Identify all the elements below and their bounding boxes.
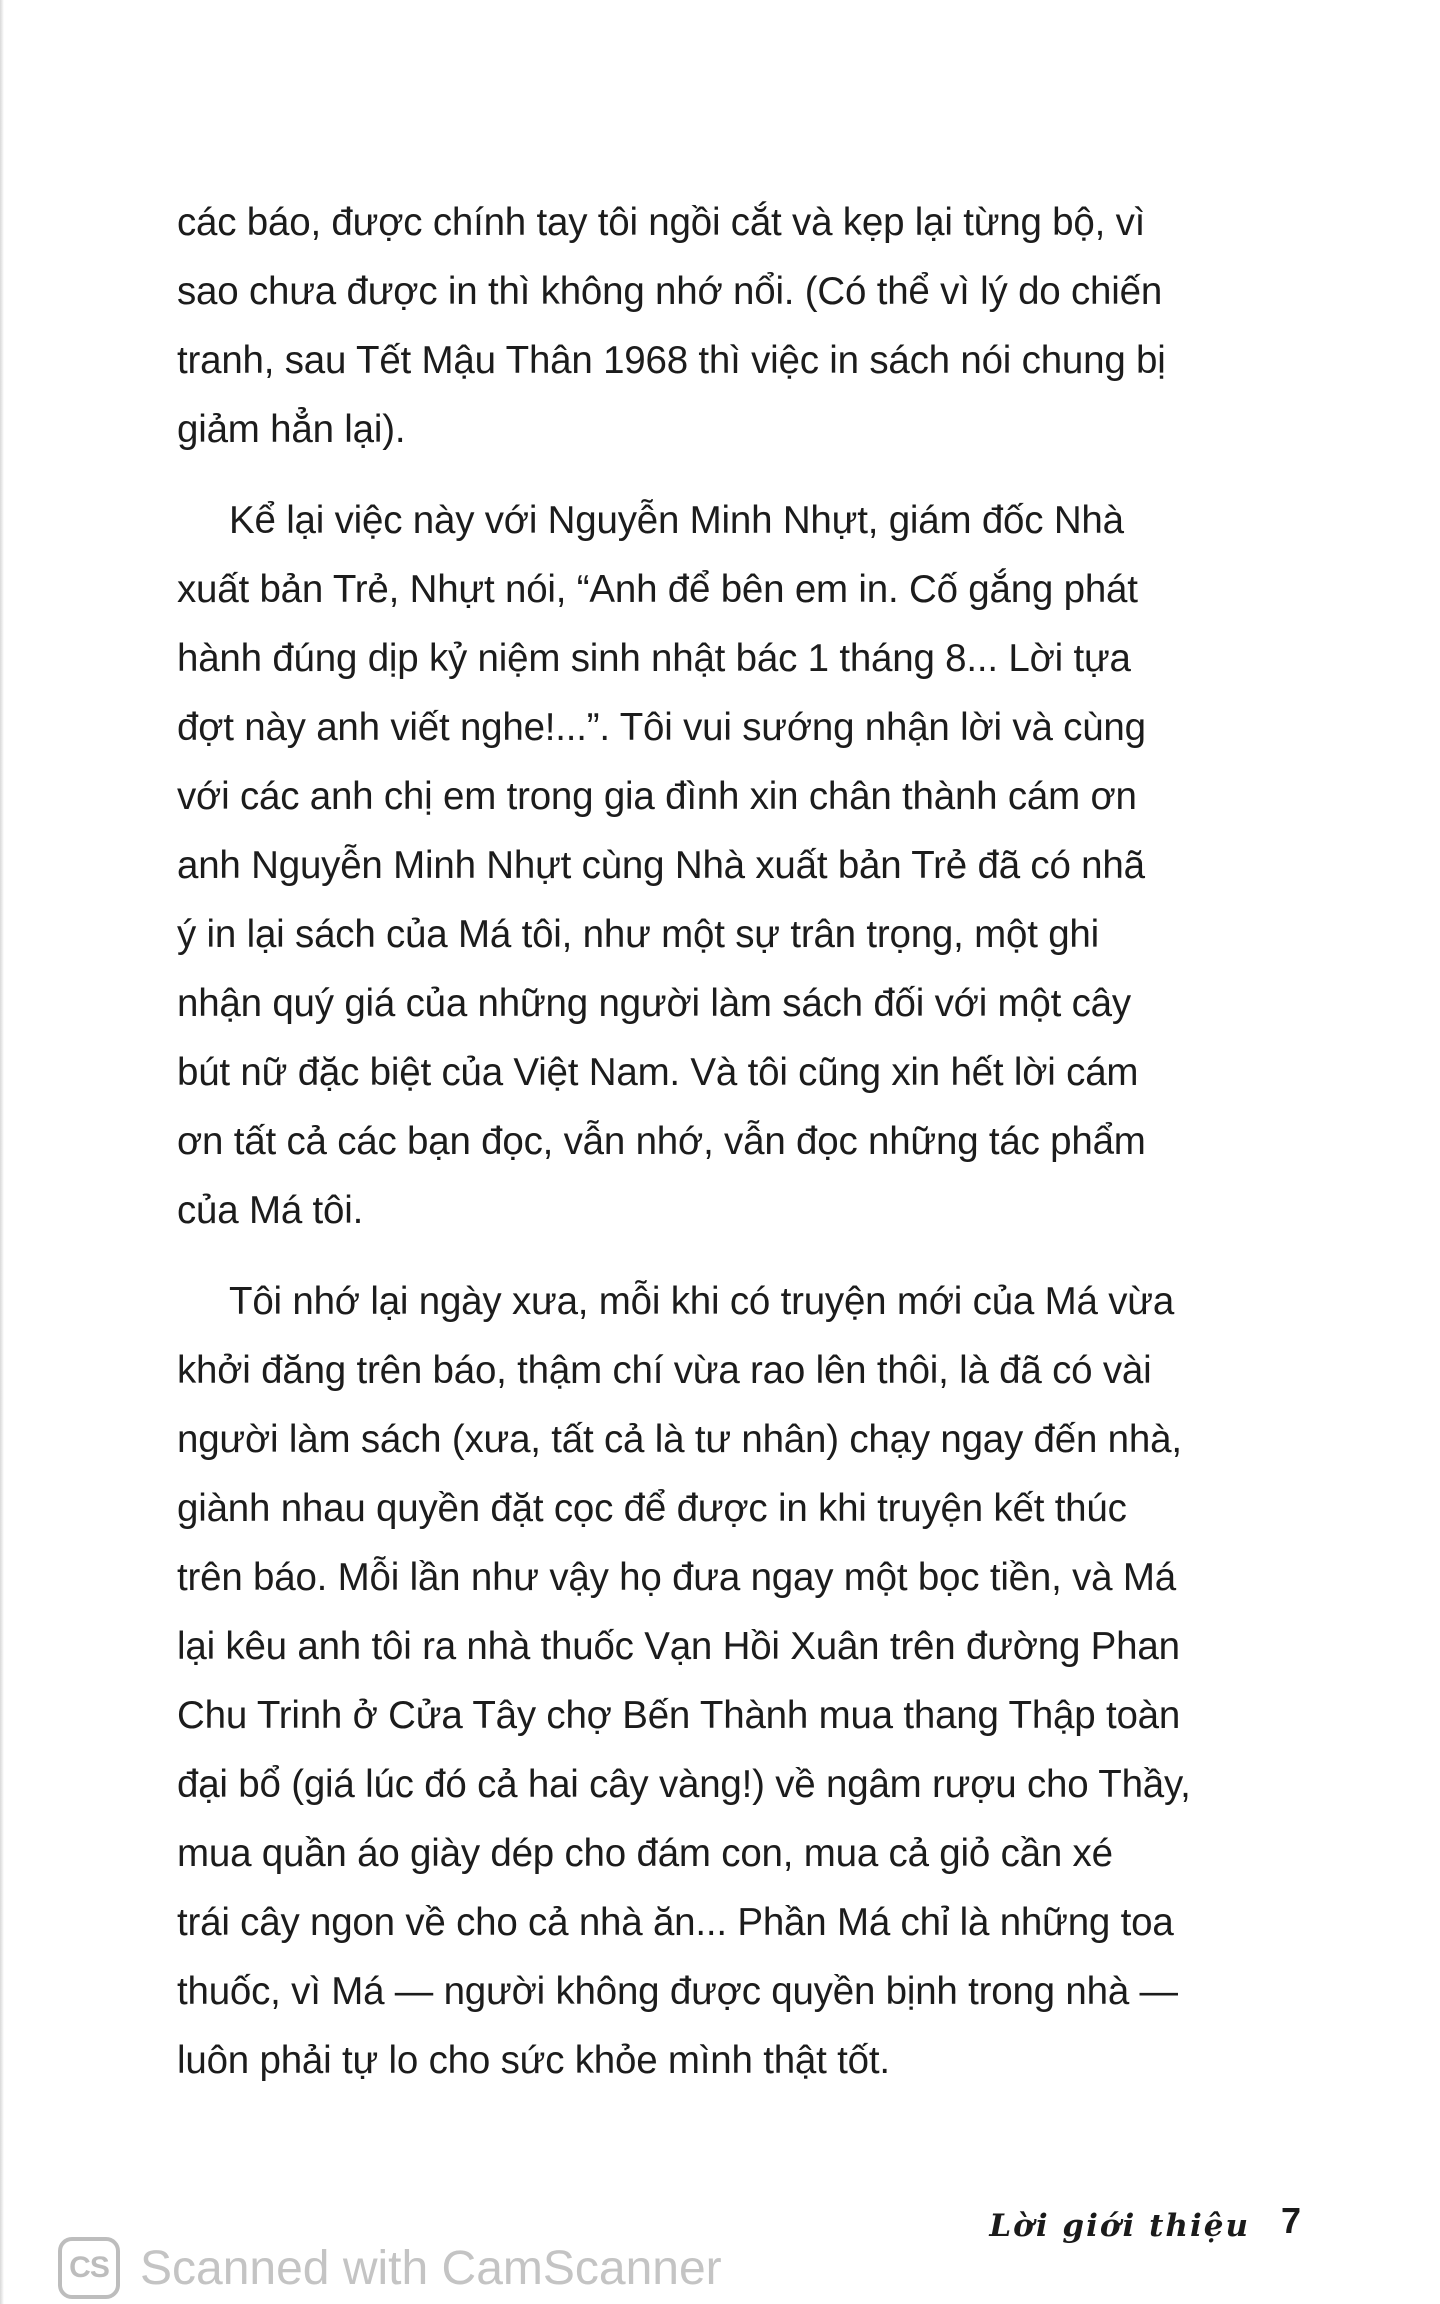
text-line: đại bổ (giá lúc đó cả hai cây vàng!) về ngâm rượu cho Thầy,	[177, 1763, 1191, 1806]
page-edge-shadow	[0, 0, 4, 2304]
text-line: sao chưa được in thì không nhớ nổi. (Có thể vì lý do chiến	[177, 270, 1163, 313]
text-line: Tôi nhớ lại ngày xưa, mỗi khi có truyện mới của Má vừa	[229, 1280, 1175, 1323]
text-line: luôn phải tự lo cho sức khỏe mình thật tốt.	[177, 2039, 890, 2082]
text-line: Chu Trinh ở Cửa Tây chợ Bến Thành mua thang Thập toàn	[177, 1694, 1181, 1737]
text-line: lại kêu anh tôi ra nhà thuốc Vạn Hồi Xuân trên đường Phan	[177, 1625, 1180, 1668]
text-line: với các anh chị em trong gia đình xin chân thành cám ơn	[177, 775, 1137, 818]
paragraph-1	[177, 188, 1304, 464]
text-line: giảm hẳn lại).	[177, 408, 406, 451]
text-line: của Má tôi.	[177, 1189, 364, 1232]
camscanner-watermark	[58, 2232, 722, 2304]
text-line: đợt này anh viết nghe!...”. Tôi vui sướng nhận lời và cùng	[177, 706, 1146, 749]
text-line: xuất bản Trẻ, Nhựt nói, “Anh để bên em in. Cố gắng phát	[177, 568, 1138, 611]
text-line: các báo, được chính tay tôi ngồi cắt và kẹp lại từng bộ, vì	[177, 201, 1146, 244]
text-line: trái cây ngon về cho cả nhà ăn... Phần Má chỉ là những toa	[177, 1901, 1174, 1944]
text-line: ý in lại sách của Má tôi, như một sự trân trọng, một ghi	[177, 913, 1099, 956]
text-line: nhận quý giá của những người làm sách đối với một cây	[177, 982, 1131, 1025]
text-line: trên báo. Mỗi lần như vậy họ đưa ngay một bọc tiền, và Má	[177, 1556, 1176, 1599]
text-line: thuốc, vì Má — người không được quyền bịnh trong nhà —	[177, 1970, 1178, 2013]
text-line: tranh, sau Tết Mậu Thân 1968 thì việc in sách nói chung bị	[177, 339, 1166, 382]
running-footer-title: Lời giới thiệu	[989, 2208, 1250, 2244]
text-line: Kể lại việc này với Nguyễn Minh Nhựt, giám đốc Nhà	[229, 499, 1124, 542]
body-text	[177, 188, 1304, 2117]
camscanner-logo-icon: CS	[58, 2237, 120, 2299]
text-line: mua quần áo giày dép cho đám con, mua cả giỏ cần xé	[177, 1832, 1113, 1875]
paragraph-3	[177, 1267, 1304, 2095]
text-line: khởi đăng trên báo, thậm chí vừa rao lên thôi, là đã có vài	[177, 1349, 1152, 1392]
watermark-text: Scanned with CamScanner	[140, 2241, 722, 2295]
text-line: người làm sách (xưa, tất cả là tư nhân) chạy ngay đến nhà,	[177, 1418, 1182, 1461]
text-line: bút nữ đặc biệt của Việt Nam. Và tôi cũng xin hết lời cám	[177, 1051, 1139, 1094]
text-line: hành đúng dịp kỷ niệm sinh nhật bác 1 tháng 8... Lời tựa	[177, 637, 1131, 680]
page-number: 7	[1281, 2200, 1302, 2241]
text-line: giành nhau quyền đặt cọc để được in khi truyện kết thúc	[177, 1487, 1127, 1530]
paragraph-2	[177, 486, 1304, 1245]
text-line: ơn tất cả các bạn đọc, vẫn nhớ, vẫn đọc những tác phẩm	[177, 1120, 1146, 1163]
text-line: anh Nguyễn Minh Nhựt cùng Nhà xuất bản Trẻ đã có nhã	[177, 844, 1145, 887]
